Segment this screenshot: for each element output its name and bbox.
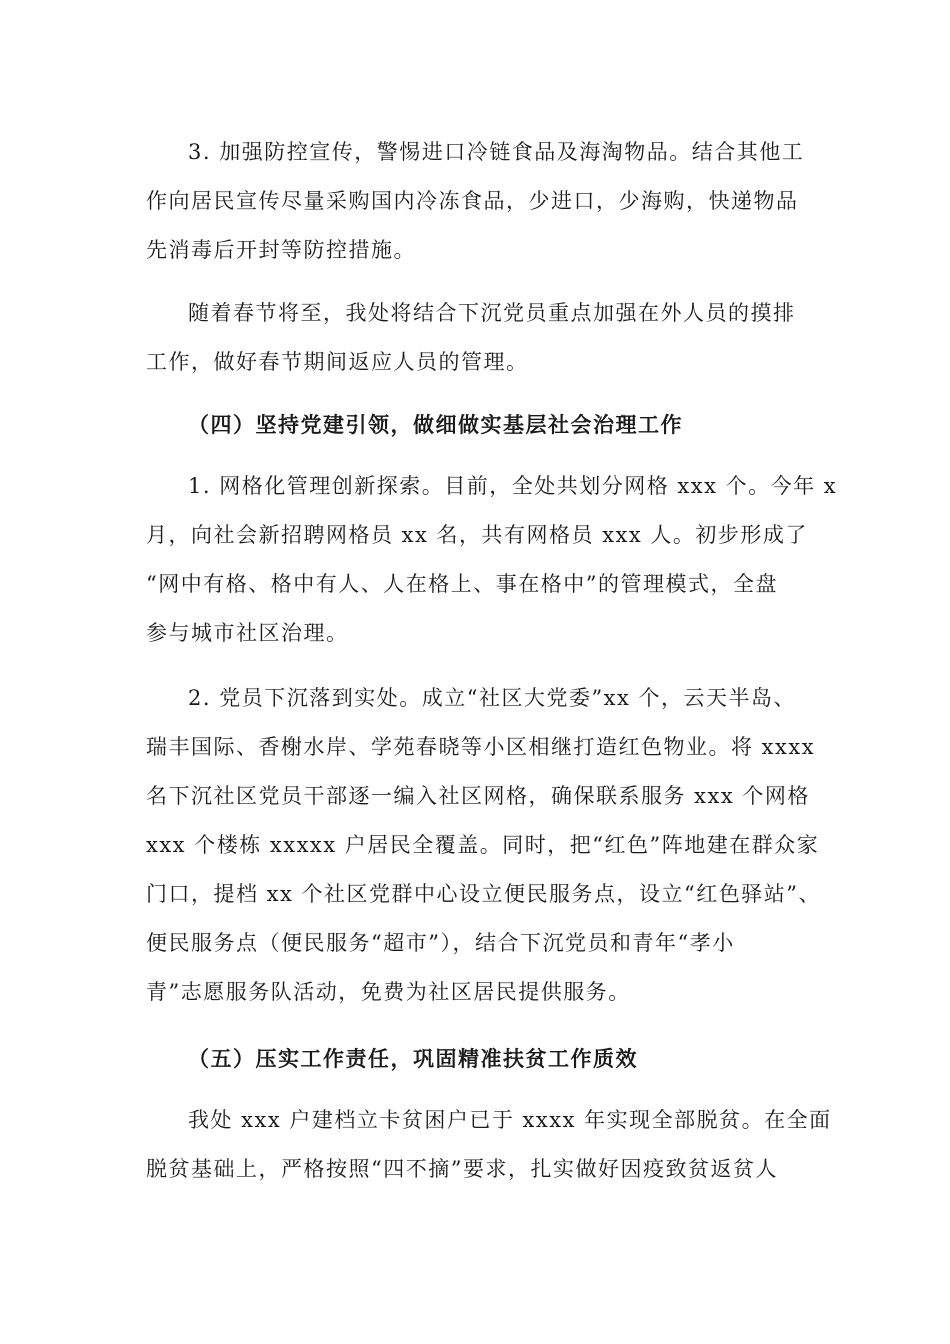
text-line: 我处 xxx 户建档立卡贫困户已于 xxxx 年实现全部脱贫。在全面 xyxy=(188,1108,832,1132)
text-line: 3. 加强防控宣传，警惕进口冷链食品及海淘物品。结合其他工 xyxy=(188,140,805,164)
text-line: 随着春节将至，我处将结合下沉党员重点加强在外人员的摸排 xyxy=(188,301,796,325)
section-heading-4: （四）坚持党建引领，做细做实基层社会治理工作 xyxy=(188,412,683,437)
text-line: 青”志愿服务队活动，免费为社区居民提供服务。 xyxy=(146,980,631,1004)
text-line: 先消毒后开封等防控措施。 xyxy=(146,238,416,262)
paragraph-spring-festival xyxy=(146,289,806,387)
text-line: 2. 党员下沉落到实处。成立“社区大党委”xx 个，云天半岛、 xyxy=(188,686,797,710)
text-line: “网中有格、格中有人、人在格上、事在格中”的管理模式，全盘 xyxy=(146,572,778,596)
section-heading-5: （五）压实工作责任，巩固精准扶贫工作质效 xyxy=(188,1046,638,1071)
text-line: 门口，提档 xx 个社区党群中心设立便民服务点，设立“红色驿站”、 xyxy=(146,882,822,906)
text-line: 脱贫基础上，严格按照“四不摘”要求，扎实做好因疫致贫返贫人 xyxy=(146,1157,778,1181)
text-line: 工作，做好春节期间返应人员的管理。 xyxy=(146,350,529,374)
paragraph-prevention-publicity xyxy=(146,128,806,275)
paragraph-grid-management xyxy=(146,462,838,658)
paragraph-party-members xyxy=(146,674,822,1017)
text-line: 瑞丰国际、香榭水岸、学苑春晓等小区相继打造红色物业。将 xxxx xyxy=(146,735,816,759)
text-line: 1. 网格化管理创新探索。目前，全处共划分网格 xxx 个。今年 x xyxy=(188,474,838,498)
text-line: xxx 个楼栋 xxxxx 户居民全覆盖。同时，把“红色”阵地建在群众家 xyxy=(146,833,820,857)
text-line: 名下沉社区党员干部逐一编入社区网格，确保联系服务 xxx 个网格 xyxy=(146,784,810,808)
text-line: 参与城市社区治理。 xyxy=(146,621,349,645)
text-line: 作向居民宣传尽量采购国内冷冻食品，少进口，少海购，快递物品 xyxy=(146,189,799,213)
text-line: 便民服务点（便民服务“超市”），结合下沉党员和青年“孝小 xyxy=(146,931,735,955)
text-line: 月，向社会新招聘网格员 xx 名，共有网格员 xxx 人。初步形成了 xyxy=(146,523,808,547)
paragraph-poverty-alleviation xyxy=(146,1096,832,1194)
